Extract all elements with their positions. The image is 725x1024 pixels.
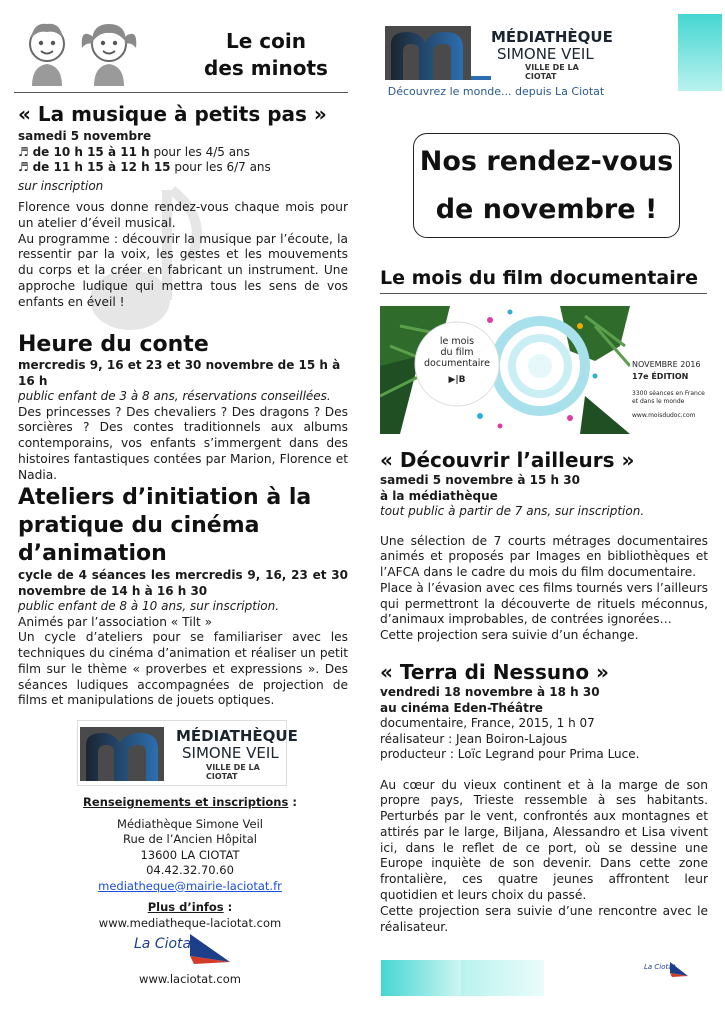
conte-note: public enfant de 3 à 8 ans, réservations conseillées. — [18, 389, 331, 403]
plus-infos-heading: Plus d’infos : — [147, 900, 233, 914]
nessuno-title: « Terra di Nessuno » — [380, 660, 609, 684]
musique-slot-2: ♬ de 11 h 15 à 12 h 15 pour les 6/7 ans — [18, 160, 271, 174]
ailleurs-place: à la médiathèque — [380, 488, 498, 503]
contact-block — [70, 795, 310, 931]
nessuno-section — [380, 660, 708, 935]
conte-date: mercredis 9, 16 et 23 et 30 novembre de 15 h à 16 h — [18, 358, 341, 388]
banner-logo-icon: ▶|B — [448, 375, 466, 385]
logo-name: MÉDIATHÈQUE — [491, 28, 613, 46]
ateliers-note: public enfant de 8 à 10 ans, sur inscription. — [18, 599, 280, 613]
mois-doc-banner — [380, 306, 707, 434]
nessuno-text: Au cœur du vieux continent et à la marge de son propre pays, Trieste ressemble à ses habitants. Perturbés par le vent, confrontés aux montagnes et attirés par le large, Biljana, Alessandro et Lisa vivent ici, dans le reflet de ce port, où se dessine une Europe inquiète de son devenir. Dans cette zone frontalière, ces quatre jeunes affrontent leur quotidien et leurs choix du passé. Cette projection sera suivie d’une rencontre avec le réalisateur. — [380, 777, 708, 934]
contact-city: 13600 LA CIOTAT — [140, 847, 240, 862]
teal-decoration-bottom-light — [461, 960, 544, 996]
la-ciotat-logo-small: La Ciotat — [644, 960, 690, 980]
mois-doc-title: Le mois du film documentaire — [380, 267, 698, 289]
musique-text: Florence vous donne rendez-vous chaque mois pour un atelier d’éveil musical. Au programme : découvrir la musique par l’écoute, la ressentir par la voix, les gestes et les mouvements du corps et la créer en fabricant un instrument. Une approche ludique qui mettra tous les sens de vos enfants en éveil ! — [18, 200, 348, 309]
banner-title: le mois du film documentaire ▶|B — [424, 336, 490, 385]
rendez-vous-box: Nos rendez-vous de novembre ! — [413, 133, 680, 238]
ailleurs-text: Une sélection de 7 courts métrages documentaires animés et proposés par Images en bibliothèques et l’AFCA dans le cadre du mois du film documentaire. Place à l’évasion avec ces films tournés vers l’ailleurs qui permettront la découverte de rituels méconnus, d’animaux improbables, de contrées ignorées… Cette projection sera suivie d’un échange. — [380, 533, 708, 643]
nessuno-info-1: documentaire, France, 2015, 1 h 07 — [380, 716, 595, 730]
conte-text: Des princesses ? Des chevaliers ? Des dragons ? Des sorcières ? Des contes traditionnels aux albums contemporains, vos enfants s’immergent dans des histoires fantastiques contées par Marion, Florence et Nadia. — [18, 404, 348, 482]
ailleurs-section — [380, 448, 708, 644]
ailleurs-title: « Découvrir l’ailleurs » — [380, 448, 635, 472]
nessuno-info-2: réalisateur : Jean Boiron-Lajous — [380, 731, 568, 746]
logo-city: VILLE DE LA CIOTAT — [206, 763, 260, 781]
ailleurs-date: samedi 5 novembre à 15 h 30 — [380, 473, 580, 487]
note-icon: ♬ — [18, 144, 33, 159]
logo-tagline: Découvrez le monde... depuis La Ciotat — [387, 85, 605, 98]
website-link[interactable]: www.mediatheque-laciotat.com — [98, 915, 282, 930]
teal-decoration-top — [678, 14, 722, 91]
la-ciotat-logo: La Ciotat — [130, 930, 240, 970]
contact-email-link[interactable]: mediatheque@mairie-laciotat.fr — [98, 878, 282, 893]
musique-note: sur inscription — [18, 178, 104, 193]
mediatheque-logo-bottom — [77, 720, 298, 786]
musique-slot-1: ♬ de 10 h 15 à 11 h pour les 4/5 ans — [18, 144, 250, 159]
contact-street: Rue de l’Ancien Hôpital — [123, 832, 257, 846]
mois-doc-divider — [380, 293, 707, 294]
nessuno-place: au cinéma Eden-Théâtre — [380, 700, 543, 715]
musique-title: « La musique à petits pas » — [18, 102, 327, 126]
musique-date: samedi 5 novembre — [18, 129, 152, 143]
nessuno-date: vendredi 18 novembre à 18 h 30 — [380, 685, 600, 699]
banner-info: NOVEMBRE 2016 17e ÉDITION 3300 séances en France et dans le monde www.moisdudoc.com — [632, 360, 705, 419]
note-icon: ♬ — [18, 160, 33, 174]
teal-decoration-bottom — [381, 960, 461, 996]
contact-phone: 04.42.32.70.60 — [146, 863, 234, 877]
ailleurs-note: tout public à partir de 7 ans, sur inscription. — [380, 504, 645, 518]
logo-city: VILLE DE LA CIOTAT — [525, 63, 579, 81]
laciotat-url[interactable]: www.laciotat.com — [139, 972, 241, 986]
ateliers-title: Ateliers d’initiation à la pratique du cinéma d’animation — [18, 485, 312, 566]
logo-subname: SIMONE VEIL — [182, 744, 279, 762]
ateliers-section — [18, 484, 348, 709]
header-divider — [14, 92, 348, 93]
coin-des-minots-title: Le coin des minots — [204, 29, 328, 80]
contact-heading: Renseignements et inscriptions : — [83, 795, 297, 809]
musique-section — [18, 102, 348, 311]
nessuno-info-3: producteur : Loïc Legrand pour Prima Luce. — [380, 747, 640, 761]
conte-section — [18, 332, 348, 483]
kids-illustration — [14, 14, 152, 86]
contact-name: Médiathèque Simone Veil — [117, 816, 263, 831]
ateliers-text: Animés par l’association « Tilt » Un cycle d’ateliers pour se familiariser avec les techniques du cinéma d’animation et réaliser un petit film sur le thème « proverbes et expressions ». Des séances ludiques accompagnées de projection de films et manipulations de jouets optiques. — [18, 614, 348, 708]
logo-name: MÉDIATHÈQUE — [176, 727, 298, 745]
logo-subname: SIMONE VEIL — [497, 45, 594, 63]
ateliers-date: cycle de 4 séances les mercredis 9, 16, 23 et 30 novembre de 14 h à 16 h 30 — [18, 568, 348, 598]
conte-title: Heure du conte — [18, 332, 209, 357]
